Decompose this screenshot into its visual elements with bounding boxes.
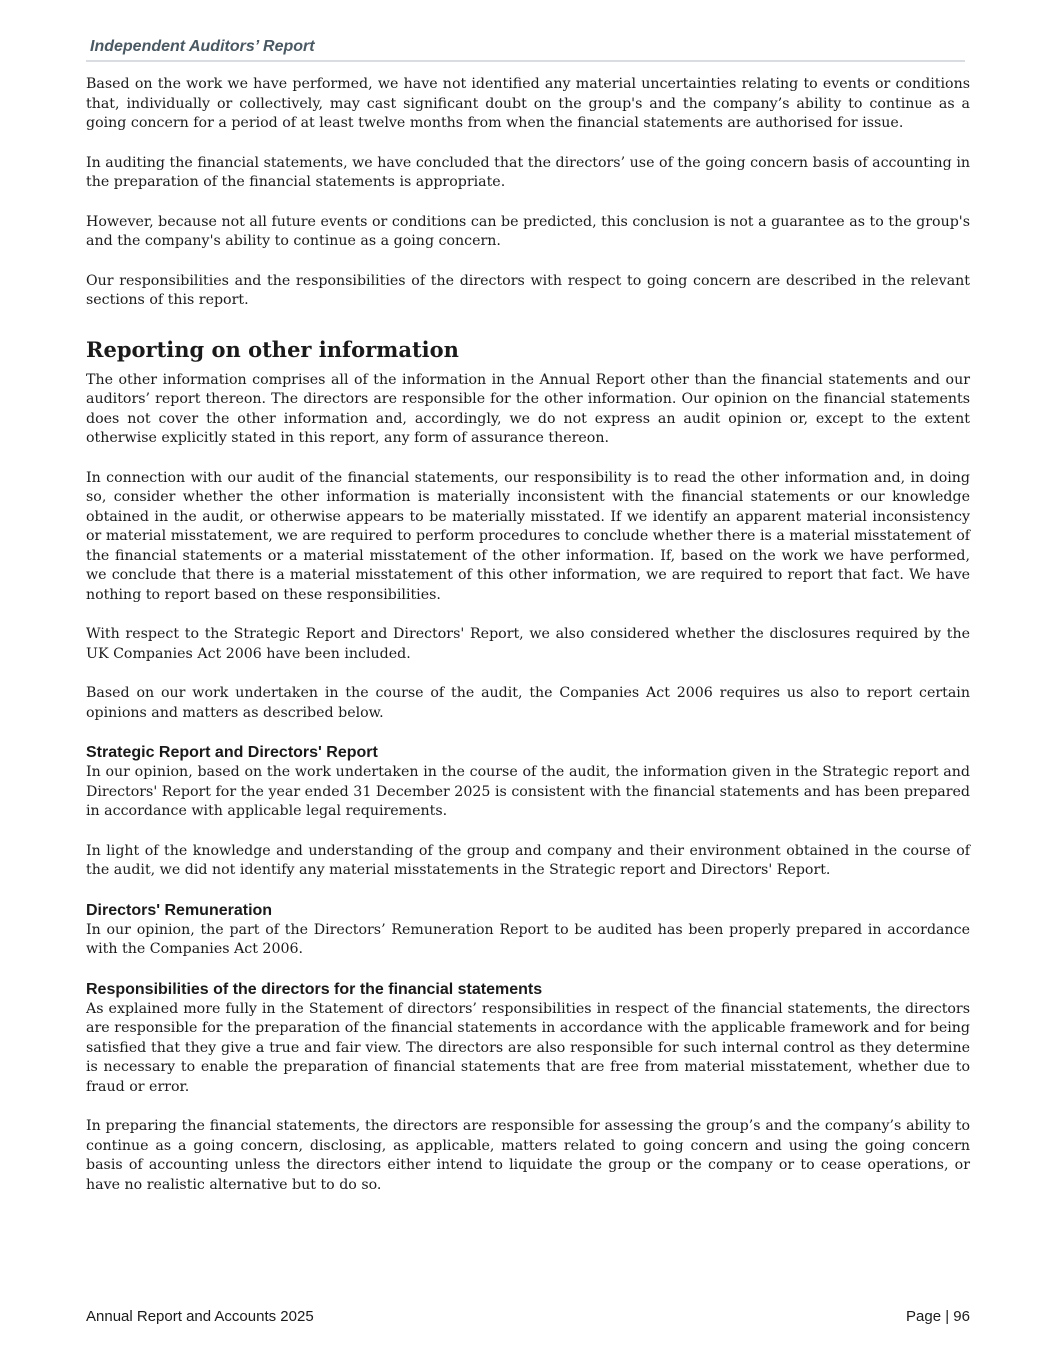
other-information-paragraph-2: In connection with our audit of the financial statements, our responsibility is to read the other information and, in doing so, consider whether the other information is materially inconsistent with the financial statements or our knowledge obtained in the audit, or otherwise appears to be materially misstated. If we identify an apparent material inconsistency or material misstatement, we are required to perform procedures to conclude whether there is a material misstatement of the financial statements or a material misstatement of the other information. If, based on the work we have performed, we conclude that there is a material misstatement of this other information, we are required to report that fact. We have nothing to report based on these responsibilities. xyxy=(86,469,970,603)
going-concern-paragraph-1: Based on the work we have performed, we have not identified any material uncertainties relating to events or conditions that, individually or collectively, may cast significant doubt on the group's and the company’s ability to continue as a going concern for a period of at least twelve months from when the financial statements are authorised for issue. xyxy=(86,76,970,131)
remuneration-heading: Directors' Remuneration xyxy=(86,901,273,919)
page-footer xyxy=(86,1308,970,1325)
going-concern-paragraph-3: However, because not all future events or conditions can be predicted, this conclusion is not a guarantee as to the group's and the company's ability to continue as a going concern. xyxy=(86,213,970,249)
remuneration-paragraph-1: In our opinion, the part of the Directors’ Remuneration Report to be audited has been properly prepared in accordance with the Companies Act 2006. xyxy=(86,921,970,957)
page-number: Page | 96 xyxy=(906,1308,970,1325)
responsibilities-paragraph-2: In preparing the financial statements, the directors are responsible for assessing the group’s and the company’s ability to continue as a going concern, disclosing, as applicable, matters related to going concern and using the going concern basis of accounting unless the directors either intend to liquidate the group or the company or to cease operations, or have no realistic alternative but to do so. xyxy=(86,1118,970,1193)
strategic-report-paragraph-2: In light of the knowledge and understanding of the group and company and their environment obtained in the course of the audit, we did not identify any material misstatements in the Strategic report and Directors' Report. xyxy=(86,842,970,878)
other-information-paragraph-4: Based on our work undertaken in the course of the audit, the Companies Act 2006 requires us also to report certain opinions and matters as described below. xyxy=(86,685,970,721)
page-header xyxy=(86,38,965,62)
header-title: Independent Auditors’ Report xyxy=(90,38,315,55)
other-information-paragraph-1: The other information comprises all of the information in the Annual Report other than the financial statements and our auditors’ report thereon. The directors are responsible for the other information. Our opinion on the financial statements does not cover the other information and, accordingly, we do not express an audit opinion or, except to the extent otherwise explicitly stated in this report, any form of assurance thereon. xyxy=(86,371,970,446)
going-concern-paragraph-4: Our responsibilities and the responsibilities of the directors with respect to going concern are described in the relevant sections of this report. xyxy=(86,272,970,308)
other-information-paragraph-3: With respect to the Strategic Report and Directors' Report, we also considered whether the disclosures required by the UK Companies Act 2006 have been included. xyxy=(86,626,970,662)
responsibilities-heading: Responsibilities of the directors for the financial statements xyxy=(86,980,543,998)
responsibilities-paragraph-1: As explained more fully in the Statement of directors’ responsibilities in respect of the financial statements, the directors are responsible for the preparation of the financial statements in accordance with the applicable framework and for being satisfied that they give a true and fair view. The directors are also responsible for such internal control as they determine is necessary to enable the preparation of financial statements that are free from material misstatement, whether due to fraud or error. xyxy=(86,1000,970,1095)
report-body xyxy=(86,75,970,1215)
going-concern-paragraph-2: In auditing the financial statements, we have concluded that the directors’ use of the going concern basis of accounting in the preparation of the financial statements is appropriate. xyxy=(86,154,970,190)
strategic-report-paragraph-1: In our opinion, based on the work undertaken in the course of the audit, the information given in the Strategic report and Directors' Report for the year ended 31 December 2025 is consistent with the financial statements and has been prepared in accordance with applicable legal requirements. xyxy=(86,764,970,819)
footer-report-title: Annual Report and Accounts 2025 xyxy=(86,1308,314,1325)
strategic-report-heading: Strategic Report and Directors' Report xyxy=(86,744,378,761)
other-information-heading: Reporting on other information xyxy=(86,336,459,362)
